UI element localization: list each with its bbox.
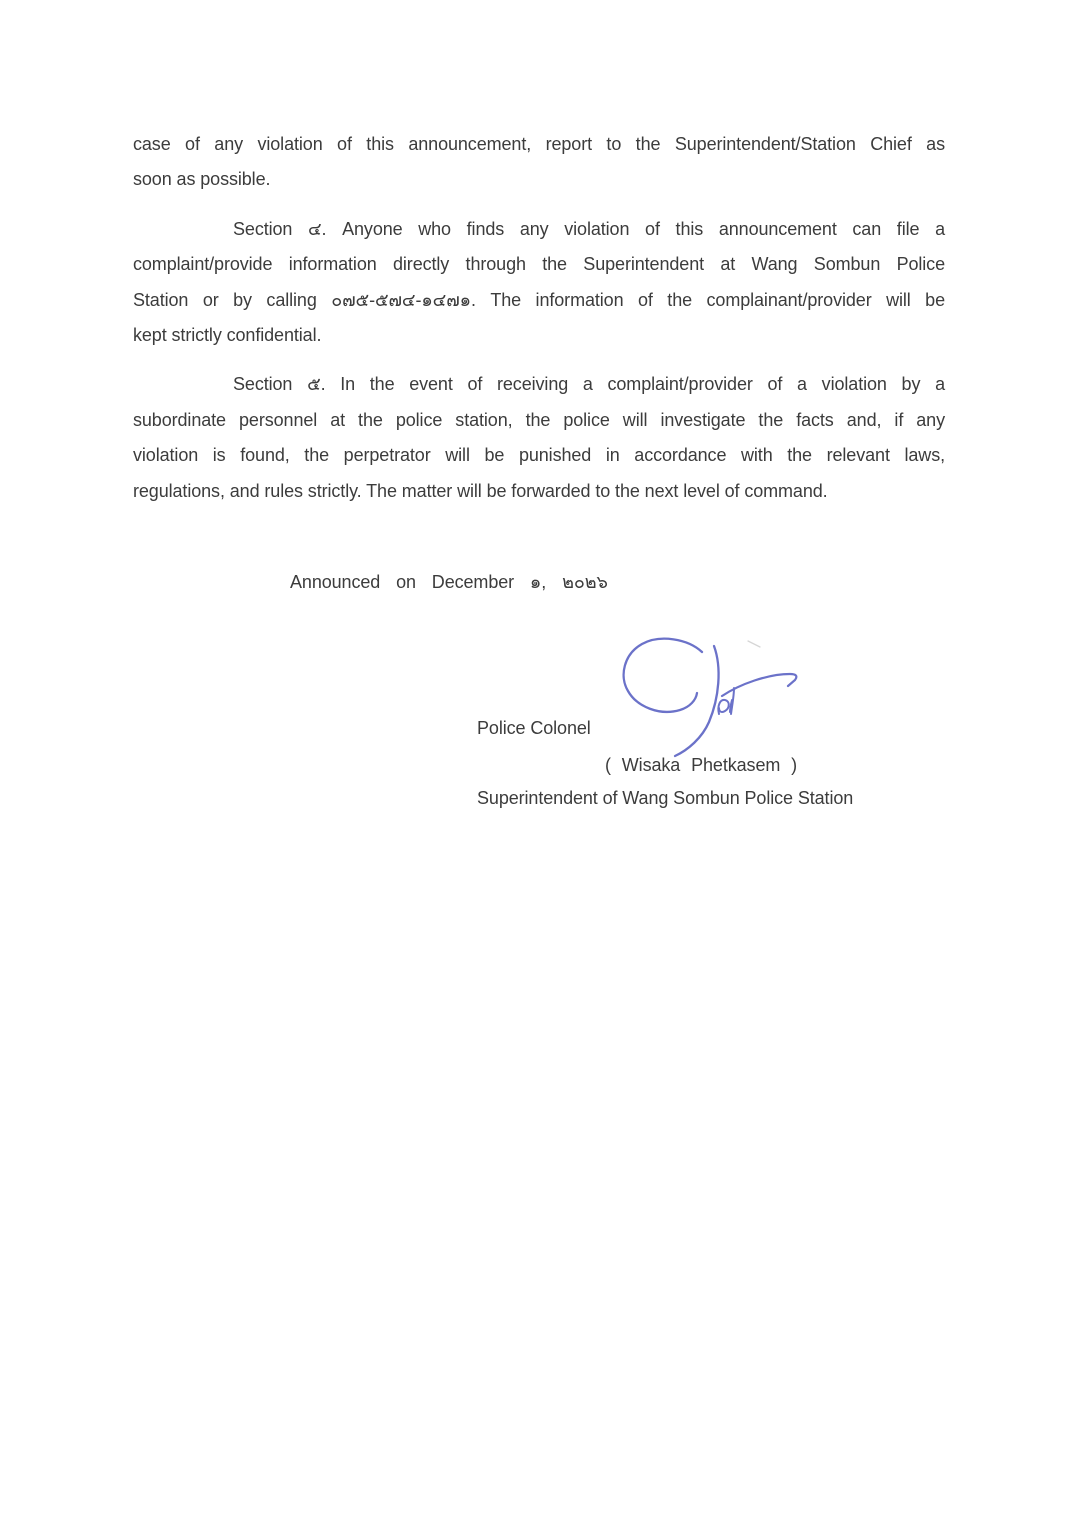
paragraph-line: complaint/provide information directly through the Superintendent at Wang Sombun Police [133,254,945,275]
paragraph-line: Section ๔. Anyone who finds any violation of this announcement can file a [233,218,945,239]
body-paragraph [133,127,945,198]
body-paragraph [133,367,945,509]
signature-rank: Police Colonel [477,718,591,738]
paragraph-line: regulations, and rules strictly. The matter will be forwarded to the next level of command. [133,480,828,501]
signature-name: ( Wisaka Phetkasem ) [605,755,798,775]
body-text-block [133,127,945,600]
paragraph-line: case of any violation of this announcement, report to the Superintendent/Station Chief as [133,134,945,154]
paragraph-line: Station or by calling ๐๗๕-๕๗๔-๑๔๗๑. The information of the complainant/provider will be [133,289,945,310]
paragraph-line: Section ๕. In the event of receiving a complaint/provider of a violation by a [233,374,945,395]
paragraph-line: subordinate personnel at the police station, the police will investigate the facts and, if any [133,409,945,430]
paragraph-line: soon as possible. [133,169,271,190]
signature-ink [612,634,802,764]
announced-date-line: Announced on December ๑, ๒๐๒๖ [290,572,608,593]
paragraph-line: violation is found, the perpetrator will be punished in accordance with the relevant laws, [133,445,945,466]
signature-title: Superintendent of Wang Sombun Police Station [477,788,854,808]
body-paragraph [133,212,945,354]
paragraph-line: kept strictly confidential. [133,325,322,346]
